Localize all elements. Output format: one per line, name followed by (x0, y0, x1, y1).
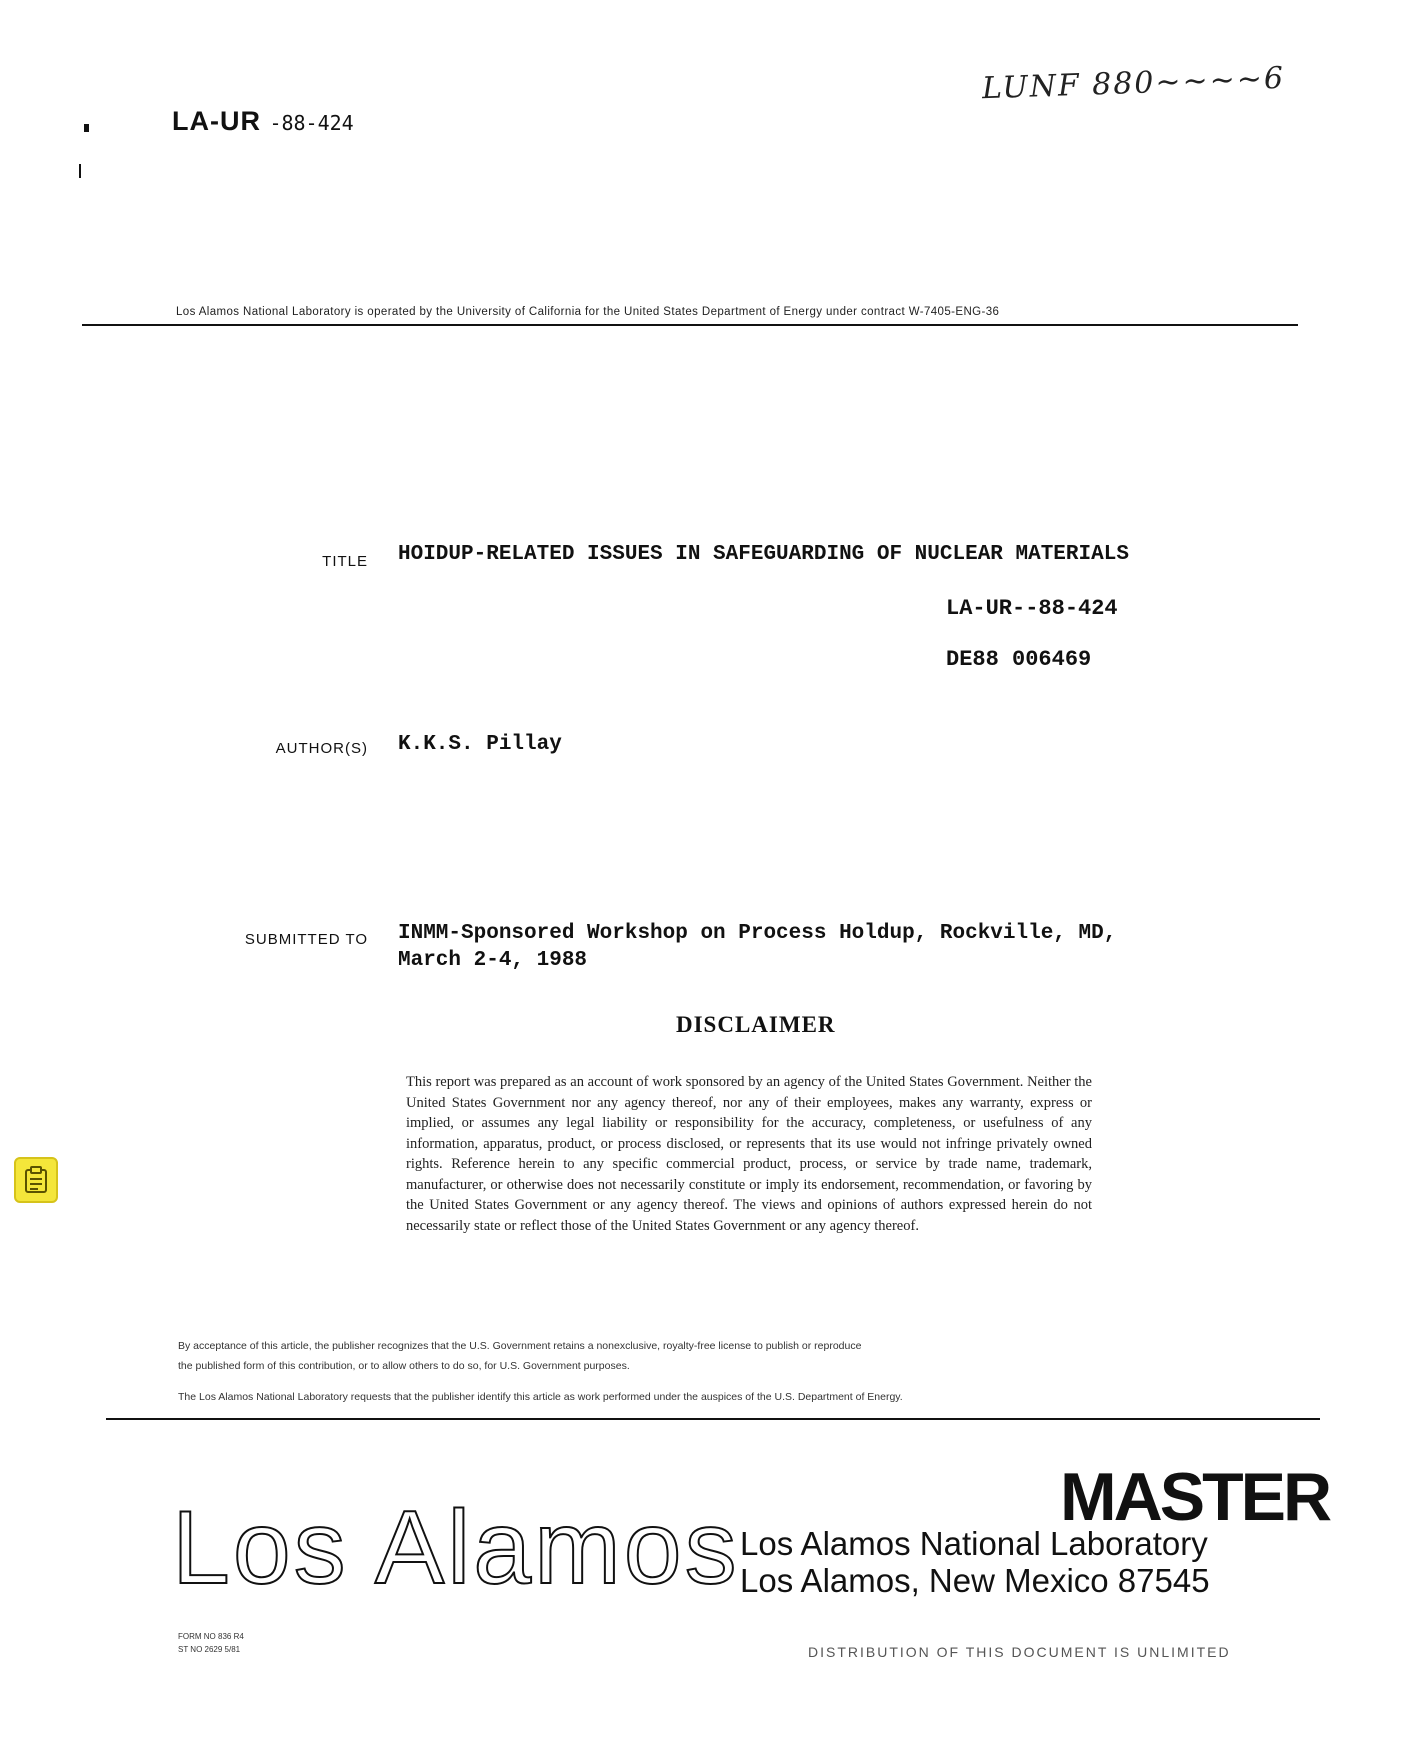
distribution-notice: DISTRIBUTION OF THIS DOCUMENT IS UNLIMITED (808, 1644, 1231, 1660)
fine-print-line: the published form of this contribution, or to allow others to do so, for U.S. Government purposes. (178, 1360, 630, 1372)
header-rule (82, 324, 1298, 326)
submitted-label: SUBMITTED TO (244, 931, 368, 948)
fine-print-line: By acceptance of this article, the publisher recognizes that the U.S. Government retains a nonexclusive, royalty-free license to publish or reproduce (178, 1340, 862, 1352)
master-stamp: MASTER (1060, 1459, 1330, 1535)
authors-label: AUTHOR(S) (275, 740, 368, 757)
document-title: HOIDUP-RELATED ISSUES IN SAFEGUARDING OF NUCLEAR MATERIALS (398, 543, 1129, 566)
operator-line: Los Alamos National Laboratory is operated by the University of California for the United States Department of Energy under contract W-7405-ENG-36 (176, 306, 1000, 318)
title-label: TITLE (322, 553, 368, 570)
report-id: LA-UR--88-424 (946, 596, 1118, 621)
lab-name: Los Alamos National Laboratory (740, 1525, 1208, 1562)
report-number-header (172, 106, 354, 137)
clipboard-glyph (24, 1166, 48, 1194)
disclaimer-heading: DISCLAIMER (676, 1012, 836, 1037)
form-number: FORM NO 836 R4 (178, 1632, 244, 1641)
submitted-venue: INMM-Sponsored Workshop on Process Holdup, Rockville, MD, (398, 922, 1117, 945)
disclaimer-text: This report was prepared as an account of work sponsored by an agency of the United States Government. Neither the United States Government nor any agency thereof, nor any of their employees, makes any warranty, express or implied, or assumes any legal liability or responsibility for the accuracy, completeness, or usefulness of any information, apparatus, product, or process disclosed, or represents that its use would not infringe privately owned rights. Reference herein to any specific commercial product, process, or service by trade name, trademark, manufacturer, or otherwise does not necessarily constitute or imply its endorsement, recommendation, or favoring by the United States Government or any agency thereof. The views and opinions of authors expressed herein do not necessarily state or reflect those of the United States Government or any agency thereof. (406, 1074, 1092, 1234)
report-number-handwritten: -88-424 (269, 111, 354, 135)
margin-mark (79, 164, 81, 178)
clipboard-note-icon[interactable] (14, 1157, 58, 1203)
authors: K.K.S. Pillay (398, 733, 562, 756)
doc-id: DE88 006469 (946, 647, 1092, 672)
margin-mark (84, 124, 89, 132)
los-alamos-logo: Los Alamos (172, 1490, 740, 1606)
report-prefix: LA-UR (172, 106, 261, 136)
lab-address: Los Alamos, New Mexico 87545 (740, 1562, 1210, 1599)
form-serial: ST NO 2629 5/81 (178, 1645, 241, 1654)
submitted-date: March 2-4, 1988 (398, 949, 588, 972)
handwritten-note: LUNF 880~~~~6 (981, 60, 1286, 107)
footer-rule (106, 1418, 1320, 1420)
fine-print-line: The Los Alamos National Laboratory requests that the publisher identify this article as work performed under the auspices of the U.S. Department of Energy. (178, 1391, 903, 1403)
